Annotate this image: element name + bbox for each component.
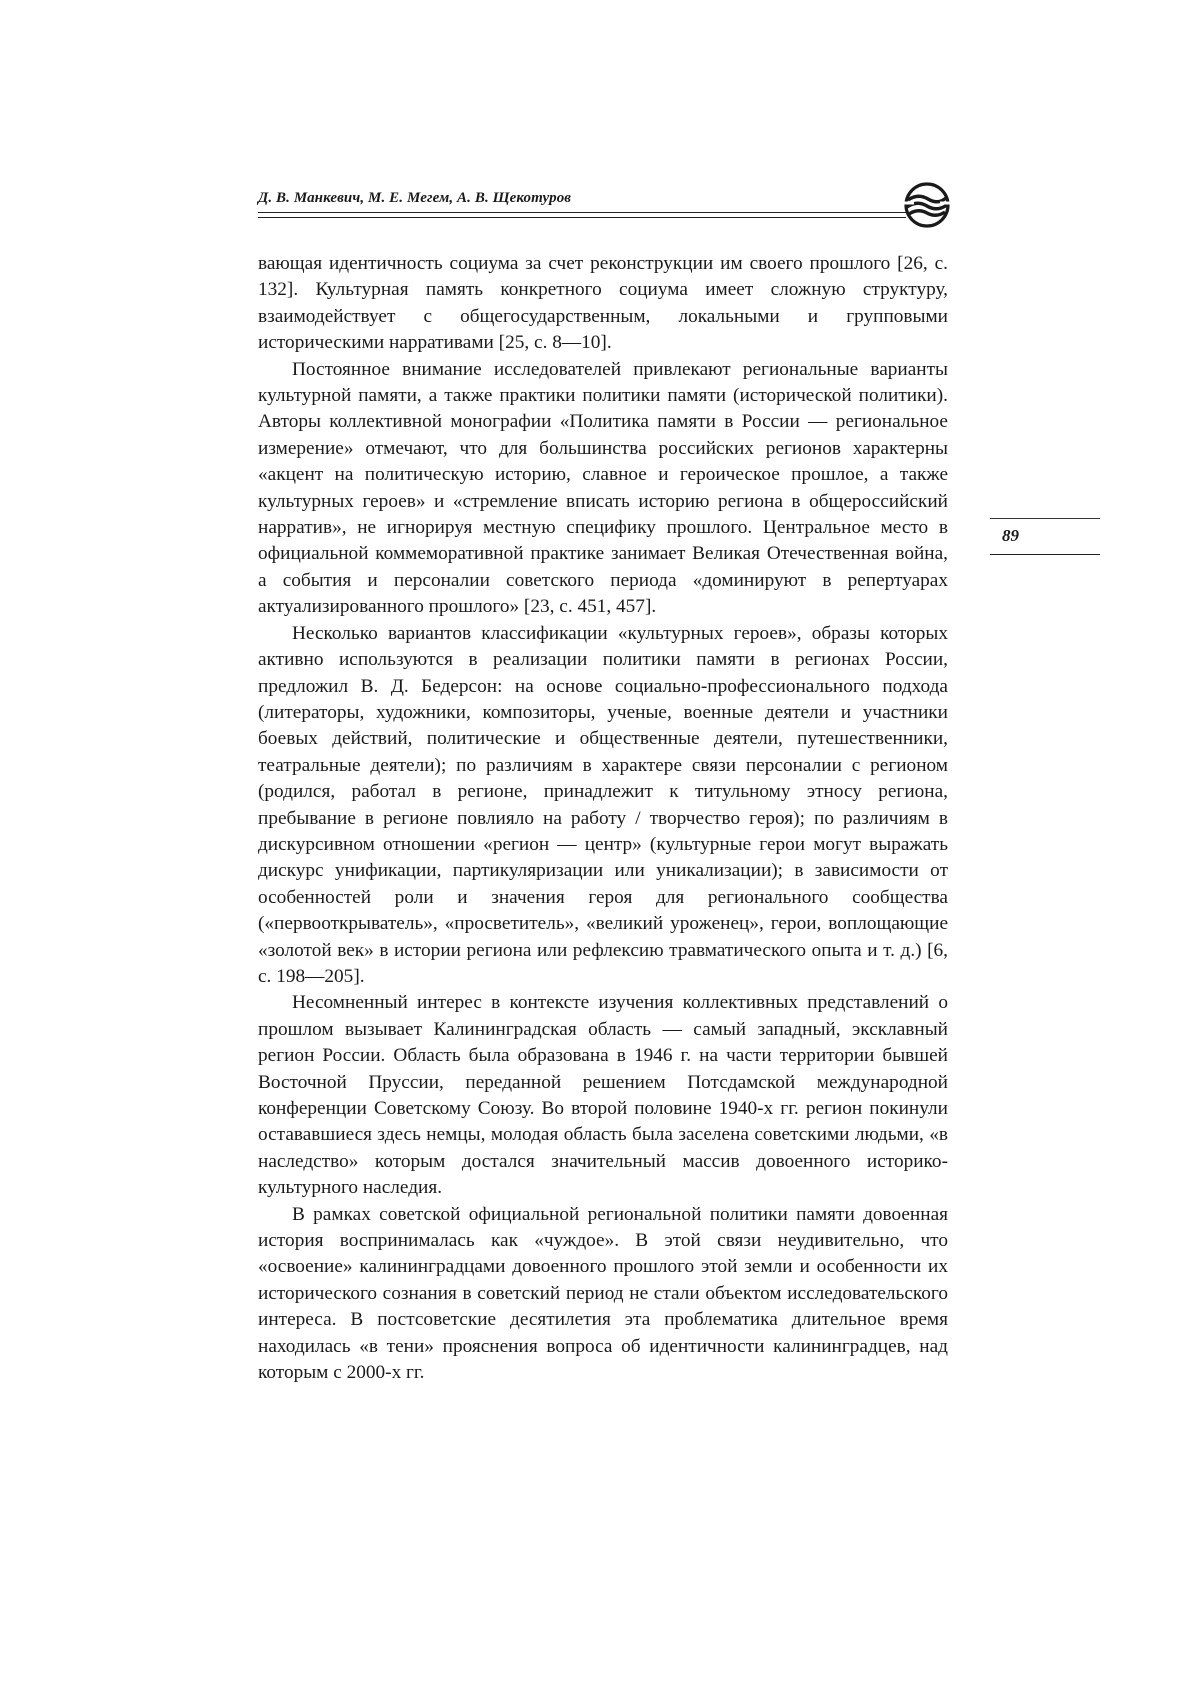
publisher-wave-logo-icon [902, 180, 952, 230]
page-number-rule-bottom [990, 554, 1100, 555]
paragraph-2: Постоянное внимание исследователей привлекают региональные варианты культурной памяти, а также практики политики памяти (исторической политики). Авторы коллективной монографии «Политика памяти в России — региональное измерение» отмечают, что для большинства российских регионов характерны «акцент на политическую историю, славное и героическое прошлое, а также культурных героев» и «стремление вписать историю региона в общероссийский нарратив», не игнорируя местную специфику прошлого. Центральное место в официальной коммеморативной практике занимает Великая Отечественная война, а события и персоналии советского периода «доминируют в репертуарах актуализированного прошлого» [23, с. 451, 457]. [258, 358, 948, 618]
paragraph-3: Несколько вариантов классификации «культурных героев», образы которых активно используются в реализации политики памяти в регионах России, предложил В. Д. Бедерсон: на основе социально-профессионального подхода (литераторы, художники, композиторы, ученые, военные деятели и участники боевых действий, политические и общественные деятели, путешественники, театральные деятели); по различиям в характере связи персоналии с регионом (родился, работал в регионе, принадлежит к титульному этносу региона, пребывание в регионе повлияло на работу / творчество героя); по различиям в дискурсивном отношении «регион — центр» (культурные герои могут выражать дискурс унификации, партикуляризации или уникализации); в зависимости от особенностей роли и значения героя для регионального сообщества («первооткрыватель», «просветитель», «великий уроженец», герои, воплощающие «золотой век» в истории региона или рефлексию травматического опыта и т. д.) [6, с. 198—205]. [258, 622, 948, 987]
page-number-box [990, 518, 1100, 552]
header-rule-thick [258, 212, 906, 213]
running-header [258, 186, 948, 226]
page-number: 89 [1002, 526, 1019, 545]
paragraph-4: Несомненный интерес в контексте изучения коллективных представлений о прошлом вызывает Калининградская область — самый западный, эксклавный регион России. Область была образована в 1946 г. на части территории бывшей Восточной Пруссии, переданной решением Потсдамской международной конференции Советскому Союзу. Во второй половине 1940-х гг. регион покинули остававшиеся здесь немцы, молодая область была заселена советскими людьми, «в наследство» которым достался значительный массив довоенного историко-культурного наследия. [258, 992, 948, 1199]
paragraph-5: В рамках советской официальной региональной политики памяти довоенная история воспринималась как «чуждое». В этой связи неудивительно, что «освоение» калининградцами довоенного прошлого этой земли и особенности их исторического сознания в советский период не стали объектом исследовательского интереса. В постсоветские десятилетия эта проблематика длительное время находилась «в тени» прояснения вопроса об идентичности калининградцев, над которым с 2000-х гг. [258, 1203, 948, 1384]
paragraph-1: вающая идентичность социума за счет реконструкции им своего прошлого [26, с. 132]. Культурная память конкретного социума имеет сложную структуру, взаимодействует с общегосударственным, локальными и групповыми историческими нарративами [25, с. 8—10]. [258, 253, 948, 354]
page-number-rule-top [990, 518, 1100, 519]
header-rule-thin [258, 217, 906, 218]
body-text [258, 251, 948, 1386]
header-authors: Д. В. Манкевич, М. Е. Мегем, А. В. Щекотуров [258, 190, 572, 206]
